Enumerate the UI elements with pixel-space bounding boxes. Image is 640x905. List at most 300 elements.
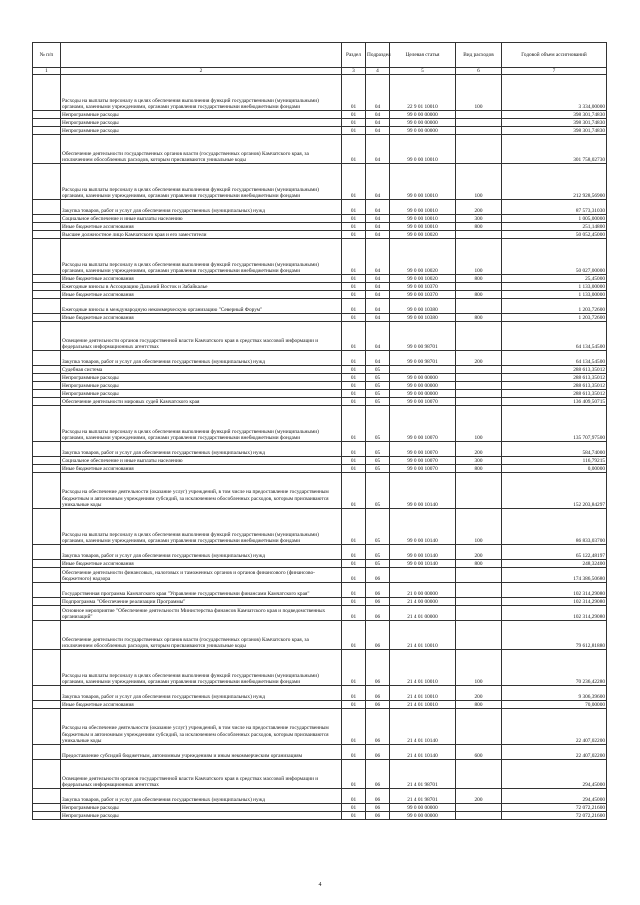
row-section-cell: 01 <box>342 366 366 374</box>
row-expense-type-cell <box>456 812 502 820</box>
row-expense-type-cell: 800 <box>456 223 502 231</box>
row-expense-type-cell <box>456 322 502 351</box>
row-amount-cell: 50 027,00000 <box>502 239 607 275</box>
row-subsection-cell: 06 <box>366 760 390 789</box>
row-target-article-cell: 99 0 00 10010 <box>390 223 456 231</box>
row-expense-type-cell <box>456 390 502 398</box>
row-section-cell: 01 <box>342 200 366 215</box>
row-section-cell: 01 <box>342 545 366 560</box>
row-name-cell: Иные бюджетные ассигнования <box>61 223 342 231</box>
row-name-cell: Государственная программа Камчатского края "Управление государственными финансами Камчатского края" <box>61 583 342 598</box>
row-amount-cell: 288 613,35012 <box>502 366 607 374</box>
table-row <box>33 275 607 283</box>
row-section-cell: 01 <box>342 119 366 127</box>
row-number-cell <box>33 406 61 442</box>
row-amount-cell: 87 573,31030 <box>502 200 607 215</box>
row-number-cell <box>33 223 61 231</box>
row-amount-cell: 65 122,48197 <box>502 545 607 560</box>
row-number-cell <box>33 135 61 164</box>
page-number: 4 <box>318 882 322 888</box>
table-row <box>33 812 607 820</box>
row-amount-cell: 288 613,35012 <box>502 390 607 398</box>
column-number: 3 <box>342 68 366 75</box>
header-name <box>61 43 342 68</box>
row-name-cell: Непрограммные расходы <box>61 390 342 398</box>
row-expense-type-cell <box>456 382 502 390</box>
row-target-article-cell: 99 0 00 10020 <box>390 231 456 239</box>
row-section-cell: 01 <box>342 583 366 598</box>
row-number-cell <box>33 275 61 283</box>
row-section-cell: 01 <box>342 509 366 545</box>
row-number-cell <box>33 709 61 745</box>
table-row <box>33 231 607 239</box>
header-expense-type: Вид расходов <box>456 43 502 68</box>
row-section-cell: 01 <box>342 686 366 701</box>
row-expense-type-cell: 300 <box>456 457 502 465</box>
row-subsection-cell: 06 <box>366 568 390 583</box>
table-row <box>33 406 607 442</box>
row-amount-cell: 72 072,21600 <box>502 812 607 820</box>
row-target-article-cell: 99 0 00 10370 <box>390 291 456 299</box>
row-expense-type-cell: 600 <box>456 745 502 760</box>
table-row <box>33 606 607 621</box>
row-subsection-cell: 06 <box>366 650 390 686</box>
row-number-cell <box>33 215 61 223</box>
row-subsection-cell: 05 <box>366 545 390 560</box>
row-name-cell: Непрограммные расходы <box>61 374 342 382</box>
row-name-cell: Ежегодные взносы в Ассоциацию Дальний Восток и Забайкалье <box>61 283 342 291</box>
row-section-cell: 01 <box>342 812 366 820</box>
row-target-article-cell: 21 0 00 00000 <box>390 583 456 598</box>
row-target-article-cell: 22 9 01 10010 <box>390 75 456 111</box>
row-name-cell: Иные бюджетные ассигнования <box>61 701 342 709</box>
row-name-cell: Непрограммные расходы <box>61 127 342 135</box>
row-amount-cell: 288 613,35012 <box>502 374 607 382</box>
row-name-cell: Расходы на выплаты персоналу в целях обеспечения выполнения функций государственными (муниципальными) органами, казенными учреждениями, органами управления государственными внебюджетными фондами <box>61 239 342 275</box>
row-name-cell: Подпрограмма "Обеспечение реализации Программы" <box>61 598 342 606</box>
row-subsection-cell: 04 <box>366 223 390 231</box>
row-target-article-cell: 99 0 00 10010 <box>390 200 456 215</box>
row-name-cell: Закупка товаров, работ и услуг для обеспечения государственных (муниципальных) нужд <box>61 686 342 701</box>
table-row <box>33 239 607 275</box>
row-subsection-cell: 05 <box>366 457 390 465</box>
row-subsection-cell: 04 <box>366 127 390 135</box>
row-section-cell: 01 <box>342 390 366 398</box>
row-number-cell <box>33 457 61 465</box>
row-amount-cell: 174 386,50680 <box>502 568 607 583</box>
row-amount-cell: 1 133,00000 <box>502 283 607 291</box>
row-number-cell <box>33 351 61 366</box>
row-amount-cell: 64 134,54500 <box>502 351 607 366</box>
table-row <box>33 135 607 164</box>
row-amount-cell: 301 758,02730 <box>502 135 607 164</box>
row-number-cell <box>33 560 61 568</box>
header-section: Раздел <box>342 43 366 68</box>
row-expense-type-cell: 800 <box>456 314 502 322</box>
row-name-cell: Обеспечение деятельности мировых судей Камчатского края <box>61 398 342 406</box>
table-row <box>33 465 607 473</box>
row-name-cell: Обеспечение деятельности государственных органов власти (государственных органов) Камчатского края, за исключением обособленных расходов, которым присваиваются уникальные коды <box>61 621 342 650</box>
row-section-cell: 01 <box>342 164 366 200</box>
table-row <box>33 568 607 583</box>
row-number-cell <box>33 606 61 621</box>
row-name-cell: Непрограммные расходы <box>61 382 342 390</box>
row-target-article-cell: 99 0 00 10140 <box>390 545 456 560</box>
row-section-cell: 01 <box>342 473 366 509</box>
row-expense-type-cell: 100 <box>456 650 502 686</box>
table-row <box>33 804 607 812</box>
row-number-cell <box>33 231 61 239</box>
row-section-cell: 01 <box>342 314 366 322</box>
row-number-cell <box>33 291 61 299</box>
row-amount-cell: 288 613,35012 <box>502 382 607 390</box>
row-name-cell: Расходы на выплаты персоналу в целях обеспечения выполнения функций государственными (муниципальными) органами, казенными учреждениями, органами управления государственными внебюджетными фондами <box>61 509 342 545</box>
row-name-cell: Иные бюджетные ассигнования <box>61 560 342 568</box>
row-subsection-cell: 04 <box>366 200 390 215</box>
row-expense-type-cell <box>456 760 502 789</box>
row-expense-type-cell: 800 <box>456 701 502 709</box>
row-section-cell: 01 <box>342 442 366 457</box>
row-target-article-cell: 21 4 00 00000 <box>390 598 456 606</box>
row-section-cell: 01 <box>342 457 366 465</box>
row-subsection-cell: 04 <box>366 299 390 314</box>
row-number-cell <box>33 283 61 291</box>
column-number-row <box>33 68 607 75</box>
row-number-cell <box>33 473 61 509</box>
row-amount-cell: 1 203,72600 <box>502 314 607 322</box>
row-expense-type-cell <box>456 709 502 745</box>
row-expense-type-cell: 100 <box>456 239 502 275</box>
row-name-cell: Расходы на выплаты персоналу в целях обеспечения выполнения функций государственными (муниципальными) органами, казенными учреждениями, органами управления государственными внебюджетными фондами <box>61 164 342 200</box>
table-row <box>33 215 607 223</box>
row-name-cell: Расходы на обеспечение деятельности (оказание услуг) учреждений, в том числе на предоставление государственным бюджетным и автономным учреждениям субсидий, за исключением обособленных расходов, которым присваиваются уникальные коды <box>61 473 342 509</box>
row-target-article-cell: 99 0 00 10010 <box>390 135 456 164</box>
row-number-cell <box>33 465 61 473</box>
row-expense-type-cell: 200 <box>456 442 502 457</box>
row-subsection-cell: 04 <box>366 119 390 127</box>
row-section-cell: 01 <box>342 709 366 745</box>
row-name-cell: Иные бюджетные ассигнования <box>61 465 342 473</box>
row-target-article-cell: 99 0 00 10010 <box>390 164 456 200</box>
row-target-article-cell: 99 0 00 10380 <box>390 314 456 322</box>
table-row <box>33 442 607 457</box>
row-subsection-cell: 06 <box>366 789 390 804</box>
row-section-cell: 01 <box>342 606 366 621</box>
row-subsection-cell: 06 <box>366 804 390 812</box>
row-subsection-cell: 06 <box>366 606 390 621</box>
row-amount-cell: 398 301,74830 <box>502 111 607 119</box>
row-expense-type-cell: 200 <box>456 686 502 701</box>
table-row <box>33 709 607 745</box>
row-target-article-cell: 99 0 00 10380 <box>390 299 456 314</box>
row-section-cell: 01 <box>342 374 366 382</box>
row-target-article-cell: 99 0 00 10020 <box>390 275 456 283</box>
row-expense-type-cell <box>456 231 502 239</box>
row-subsection-cell: 04 <box>366 291 390 299</box>
row-target-article-cell: 99 0 00 00000 <box>390 374 456 382</box>
row-number-cell <box>33 164 61 200</box>
row-amount-cell: 294,45000 <box>502 760 607 789</box>
row-subsection-cell: 05 <box>366 442 390 457</box>
row-number-cell <box>33 804 61 812</box>
row-amount-cell: 22 407,02200 <box>502 709 607 745</box>
row-number-cell <box>33 509 61 545</box>
table-row <box>33 650 607 686</box>
row-target-article-cell: 99 0 00 10020 <box>390 239 456 275</box>
row-section-cell: 01 <box>342 621 366 650</box>
table-row <box>33 760 607 789</box>
column-number: 4 <box>366 68 390 75</box>
row-subsection-cell: 04 <box>366 231 390 239</box>
row-amount-cell: 1 005,00000 <box>502 215 607 223</box>
table-row <box>33 583 607 598</box>
row-amount-cell: 294,45000 <box>502 789 607 804</box>
row-subsection-cell: 04 <box>366 314 390 322</box>
row-section-cell: 01 <box>342 745 366 760</box>
row-number-cell <box>33 390 61 398</box>
row-amount-cell: 116,79215 <box>502 457 607 465</box>
row-expense-type-cell <box>456 374 502 382</box>
row-name-cell: Расходы на выплаты персоналу в целях обеспечения выполнения функций государственными (муниципальными) органами, казенными учреждениями, органами управления государственными внебюджетными фондами <box>61 75 342 111</box>
column-number: 5 <box>390 68 456 75</box>
row-subsection-cell: 05 <box>366 366 390 374</box>
row-target-article-cell: 99 0 00 10070 <box>390 457 456 465</box>
row-name-cell: Иные бюджетные ассигнования <box>61 314 342 322</box>
row-section-cell: 01 <box>342 127 366 135</box>
table-row <box>33 789 607 804</box>
row-amount-cell: 251,14800 <box>502 223 607 231</box>
row-amount-cell: 398 301,74830 <box>502 119 607 127</box>
row-name-cell: Закупка товаров, работ и услуг для обеспечения государственных (муниципальных) нужд <box>61 442 342 457</box>
table-row <box>33 621 607 650</box>
table-row <box>33 598 607 606</box>
row-subsection-cell: 06 <box>366 709 390 745</box>
row-amount-cell: 212 928,56900 <box>502 164 607 200</box>
row-expense-type-cell <box>456 127 502 135</box>
row-subsection-cell: 05 <box>366 509 390 545</box>
row-expense-type-cell: 100 <box>456 75 502 111</box>
row-expense-type-cell <box>456 583 502 598</box>
row-target-article-cell: 21 4 01 10140 <box>390 745 456 760</box>
row-subsection-cell: 05 <box>366 465 390 473</box>
row-name-cell: Иные бюджетные ассигнования <box>61 291 342 299</box>
row-section-cell: 01 <box>342 568 366 583</box>
table-row <box>33 686 607 701</box>
row-target-article-cell: 99 0 00 10140 <box>390 509 456 545</box>
row-subsection-cell: 05 <box>366 374 390 382</box>
row-section-cell: 01 <box>342 275 366 283</box>
row-number-cell <box>33 75 61 111</box>
row-name-cell: Высшее должностное лицо Камчатского края и его заместители <box>61 231 342 239</box>
row-number-cell <box>33 111 61 119</box>
row-target-article-cell: 99 0 00 00000 <box>390 390 456 398</box>
row-name-cell: Социальное обеспечение и иные выплаты населению <box>61 457 342 465</box>
row-number-cell <box>33 442 61 457</box>
row-amount-cell: 0,00000 <box>502 465 607 473</box>
table-row <box>33 119 607 127</box>
row-expense-type-cell: 100 <box>456 509 502 545</box>
row-name-cell: Непрограммные расходы <box>61 119 342 127</box>
table-row <box>33 223 607 231</box>
row-expense-type-cell <box>456 568 502 583</box>
row-target-article-cell <box>390 568 456 583</box>
row-target-article-cell: 99 0 00 10070 <box>390 442 456 457</box>
table-row <box>33 200 607 215</box>
row-number-cell <box>33 686 61 701</box>
row-number-cell <box>33 789 61 804</box>
table-row <box>33 374 607 382</box>
row-target-article-cell: 99 0 00 00000 <box>390 804 456 812</box>
row-subsection-cell: 05 <box>366 398 390 406</box>
row-name-cell: Непрограммные расходы <box>61 804 342 812</box>
table-row <box>33 509 607 545</box>
table-body <box>33 75 607 820</box>
row-expense-type-cell: 200 <box>456 789 502 804</box>
row-expense-type-cell: 800 <box>456 465 502 473</box>
row-target-article-cell: 21 4 01 98701 <box>390 789 456 804</box>
row-target-article-cell <box>390 366 456 374</box>
table-row <box>33 390 607 398</box>
row-amount-cell: 50 052,45000 <box>502 231 607 239</box>
row-expense-type-cell <box>456 366 502 374</box>
row-amount-cell: 584,74000 <box>502 442 607 457</box>
row-name-cell: Социальное обеспечение и иные выплаты населению <box>61 215 342 223</box>
row-target-article-cell: 99 0 00 10140 <box>390 560 456 568</box>
row-expense-type-cell: 200 <box>456 351 502 366</box>
header-number: № п/п <box>33 43 61 68</box>
row-subsection-cell: 04 <box>366 351 390 366</box>
row-amount-cell: 70 236,42280 <box>502 650 607 686</box>
row-amount-cell: 3 334,00000 <box>502 75 607 111</box>
row-section-cell: 01 <box>342 111 366 119</box>
row-name-cell: Расходы на выплаты персоналу в целях обеспечения выполнения функций государственными (муниципальными) органами, казенными учреждениями, органами управления государственными внебюджетными фондами <box>61 406 342 442</box>
row-section-cell: 01 <box>342 351 366 366</box>
row-number-cell <box>33 598 61 606</box>
row-subsection-cell: 06 <box>366 583 390 598</box>
table-row <box>33 457 607 465</box>
row-amount-cell: 1 203,72600 <box>502 299 607 314</box>
table-row <box>33 366 607 374</box>
row-subsection-cell: 04 <box>366 275 390 283</box>
row-name-cell: Судебная система <box>61 366 342 374</box>
row-name-cell: Закупка товаров, работ и услуг для обеспечения государственных (муниципальных) нужд <box>61 789 342 804</box>
row-amount-cell: 398 301,74830 <box>502 127 607 135</box>
row-amount-cell: 1 133,00000 <box>502 291 607 299</box>
row-subsection-cell: 06 <box>366 812 390 820</box>
row-subsection-cell: 04 <box>366 283 390 291</box>
row-number-cell <box>33 322 61 351</box>
row-section-cell: 01 <box>342 598 366 606</box>
row-name-cell: Основное мероприятие "Обеспечение деятельности Министерства финансов Камчатского края и подведомственных организаций" <box>61 606 342 621</box>
row-target-article-cell: 99 0 00 10010 <box>390 215 456 223</box>
row-name-cell: Закупка товаров, работ и услуг для обеспечения государственных (муниципальных) нужд <box>61 200 342 215</box>
row-amount-cell: 72 072,21600 <box>502 804 607 812</box>
header-target-article: Целевая статья <box>390 43 456 68</box>
table-row <box>33 322 607 351</box>
row-number-cell <box>33 545 61 560</box>
row-number-cell <box>33 650 61 686</box>
row-number-cell <box>33 382 61 390</box>
row-target-article-cell: 99 0 00 00000 <box>390 127 456 135</box>
row-name-cell: Иные бюджетные ассигнования <box>61 275 342 283</box>
row-expense-type-cell <box>456 398 502 406</box>
row-name-cell: Расходы на выплаты персоналу в целях обеспечения выполнения функций государственными (муниципальными) органами, казенными учреждениями, органами управления государственными внебюджетными фондами <box>61 650 342 686</box>
row-target-article-cell: 21 4 01 10010 <box>390 650 456 686</box>
row-section-cell: 01 <box>342 231 366 239</box>
row-number-cell <box>33 760 61 789</box>
row-section-cell: 01 <box>342 398 366 406</box>
row-subsection-cell: 04 <box>366 75 390 111</box>
row-amount-cell: 102 314,29080 <box>502 583 607 598</box>
row-expense-type-cell: 800 <box>456 291 502 299</box>
row-number-cell <box>33 745 61 760</box>
row-expense-type-cell <box>456 598 502 606</box>
row-expense-type-cell: 800 <box>456 560 502 568</box>
row-target-article-cell: 21 4 01 00000 <box>390 606 456 621</box>
row-section-cell: 01 <box>342 804 366 812</box>
row-section-cell: 01 <box>342 322 366 351</box>
row-number-cell <box>33 366 61 374</box>
row-number-cell <box>33 119 61 127</box>
row-section-cell: 01 <box>342 135 366 164</box>
header-subsection: Подраздел <box>366 43 390 68</box>
table-row <box>33 382 607 390</box>
table-row <box>33 299 607 314</box>
row-target-article-cell: 99 0 00 10070 <box>390 406 456 442</box>
row-number-cell <box>33 239 61 275</box>
row-expense-type-cell: 300 <box>456 215 502 223</box>
row-amount-cell: 79 612,81880 <box>502 621 607 650</box>
row-name-cell: Непрограммные расходы <box>61 812 342 820</box>
row-subsection-cell: 04 <box>366 239 390 275</box>
column-number: 1 <box>33 68 61 75</box>
row-target-article-cell: 99 0 00 10140 <box>390 473 456 509</box>
table-row <box>33 314 607 322</box>
row-name-cell: Освещение деятельности органов государственной власти Камчатского края в средствах массовой информации и федеральных информационных агентствах <box>61 760 342 789</box>
table-row <box>33 398 607 406</box>
row-expense-type-cell <box>456 473 502 509</box>
table-row <box>33 164 607 200</box>
row-number-cell <box>33 701 61 709</box>
row-target-article-cell: 99 0 00 98701 <box>390 322 456 351</box>
row-amount-cell: 102 314,29080 <box>502 598 607 606</box>
row-section-cell: 01 <box>342 239 366 275</box>
row-section-cell: 01 <box>342 299 366 314</box>
row-section-cell: 01 <box>342 215 366 223</box>
row-subsection-cell: 06 <box>366 745 390 760</box>
row-target-article-cell: 99 0 00 10070 <box>390 398 456 406</box>
row-name-cell: Закупка товаров, работ и услуг для обеспечения государственных (муниципальных) нужд <box>61 351 342 366</box>
row-section-cell: 01 <box>342 283 366 291</box>
row-expense-type-cell: 100 <box>456 406 502 442</box>
row-subsection-cell: 05 <box>366 406 390 442</box>
row-subsection-cell: 04 <box>366 164 390 200</box>
row-number-cell <box>33 398 61 406</box>
row-section-cell: 01 <box>342 701 366 709</box>
row-target-article-cell: 99 0 00 00000 <box>390 812 456 820</box>
row-subsection-cell: 06 <box>366 598 390 606</box>
row-number-cell <box>33 583 61 598</box>
row-expense-type-cell <box>456 283 502 291</box>
row-amount-cell: 248,32400 <box>502 560 607 568</box>
row-amount-cell: 152 203,84297 <box>502 473 607 509</box>
row-number-cell <box>33 568 61 583</box>
budget-allocation-table <box>32 42 607 820</box>
row-amount-cell: 86 833,03700 <box>502 509 607 545</box>
row-number-cell <box>33 374 61 382</box>
table-row <box>33 473 607 509</box>
row-amount-cell: 25,45000 <box>502 275 607 283</box>
